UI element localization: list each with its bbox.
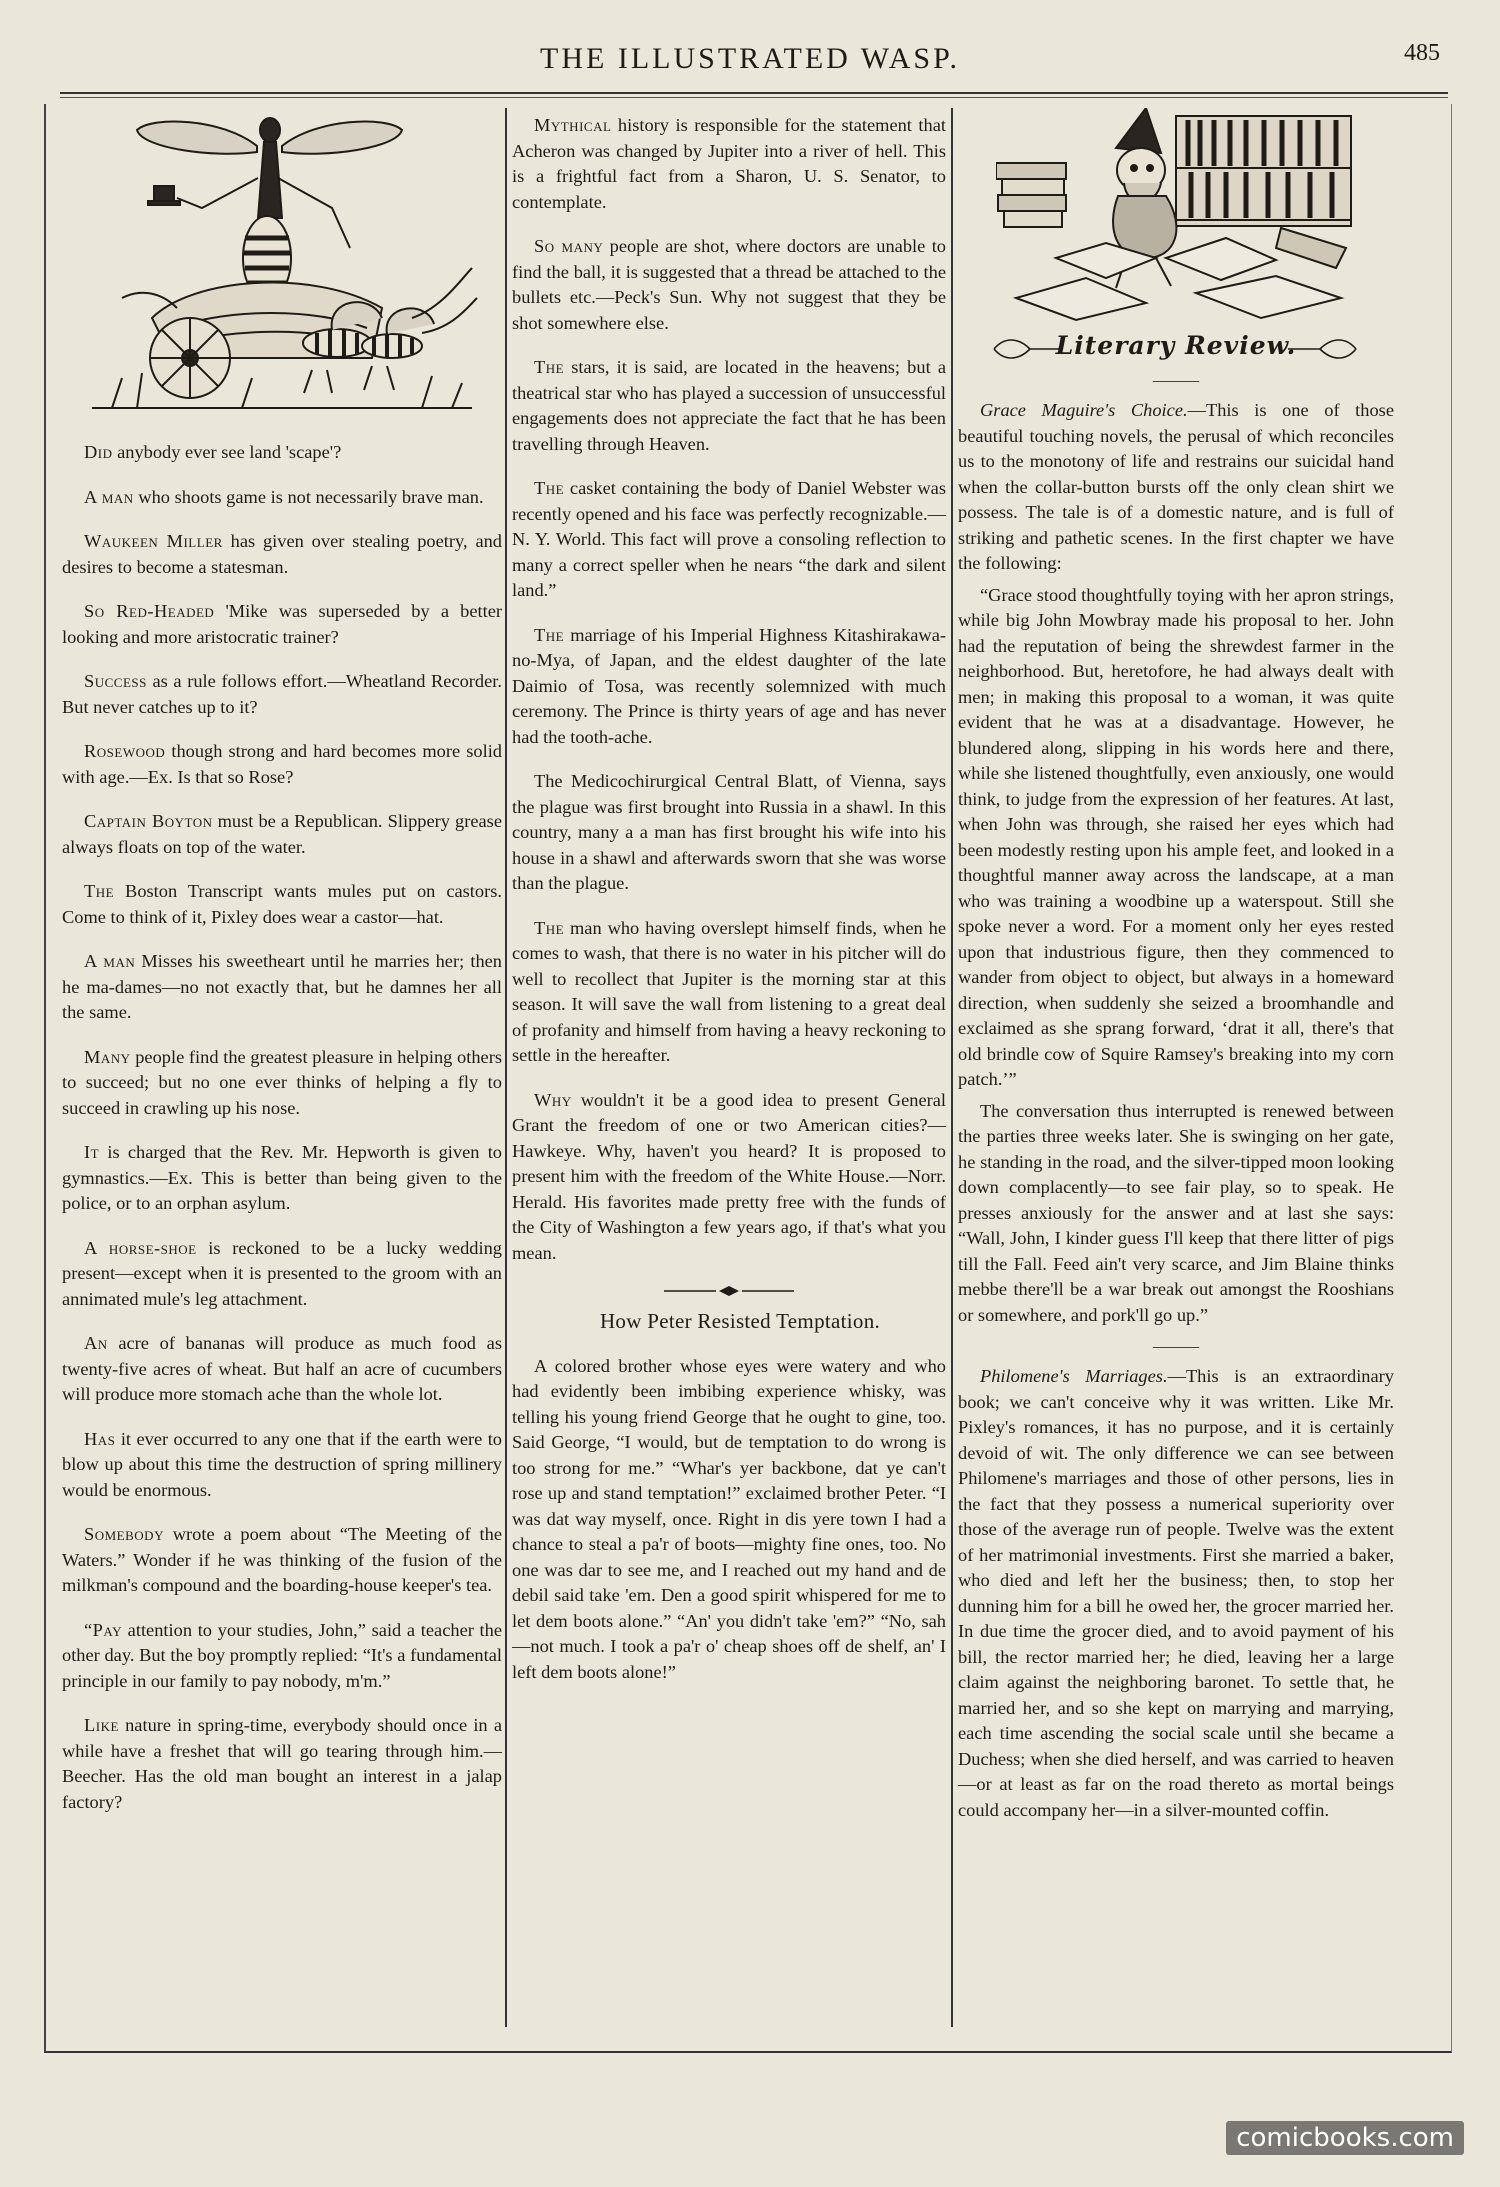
review-grace-quote: “Grace stood thoughtfully toying with her apron strings, while big John Mowbray made his proposal to her. John had the reputation of being the shrewdest farmer in the neighborhood. But, heretofore, he had always dealt with men; in making this proposal to a woman, it was quite evident that he was at a disadvantage. However, he blundered along, slipping in his words here and there, while she listened thoughtfully, even anxiously, one would think, to judge from the expression of her features. At last, when John was through, she raised her eyes which had been modestly resting upon his ample feet, and looked in a thoughtful manner away across the landscape, at a man who was training a woodbine up a waterspout. Still she spoke never a word. For a moment only her eyes rested upon that industrious figure, then they commenced to wander from object to object, but always in a homeward direction, when suddenly she seized a broomhandle and exclaimed as she sprang forward, ‘drat it all, there's that old brindle cow of Squire Ramsey's breaking into my corn patch.’” [958, 584, 1394, 1089]
review-philomene: Philomene's Marriages.—This is an extraordinary book; we can't conceive why it was written. Like Mr. Pixley's romances, it has no purpose, and it is certainly devoid of wit. The only difference we can see between Philomene's marriages and those of other persons, lies in the fact that they possess a numerical superiority over those of the average run of people. Twelve was the extent of her matrimonial investments. First she married a baker, who died and left her the business; then, to stop her dunning him for a bill he owed her, the grocer married her. In due time the grocer died, and to avoid payment of his bill, the rector married her; he died, leaving her a large claim against the neighboring baronet. To settle that, he married her, and so she kept on marrying and marrying, each time ascending the social scale until she became a Duchess; when she died herself, and was carried to heaven—or at least as far on the road thereto as mortal beings could accompany her—in a silver-mounted coffin. [958, 1366, 1394, 1820]
paragraph: Success as a rule follows effort.—Wheatland Recorder. But never catches up to it? [62, 671, 502, 717]
paragraph: So many people are shot, where doctors are unable to find the ball, it is suggested that a thread be attached to the bullets etc.—Peck's Sun. Why not suggest that they be shot somewhere else. [512, 236, 946, 333]
review-grace-after: The conversation thus interrupted is renewed between the parties three weeks later. She is swinging on her gate, he standing in the road, and the silver-tipped moon looking down complacently—to see fair play, so to speak. He presses anxiously for the answer and at last she says: “Wall, John, I kinder guess I'll keep that there litter of pigs till the Fall. Feed ain't very scarce, and Jim Blaine thinks mebbe there'll be a war break out amongst the Rooshians or somewhere, and pork'll go up.” [958, 1100, 1394, 1325]
short-rule [1153, 381, 1199, 382]
paragraph: Mythical history is responsible for the statement that Acheron was changed by Jupiter into a river of hell. This is a frightful fact from a Sharon, U. S. Senator, to contemplate. [512, 115, 946, 212]
paragraph: An acre of bananas will produce as much food as twenty-five acres of wheat. But half an acre of cucumbers will produce more stomach ache than the whole lot. [62, 1333, 502, 1404]
literary-review-heading [958, 327, 1394, 371]
header-rule [60, 92, 1448, 94]
paragraph: Like nature in spring-time, everybody should once in a while have a freshet that will go tearing through him.—Beecher. Has the old man bought an interest in a jalap factory? [62, 1715, 502, 1812]
paragraph: A man who shoots game is not necessarily brave man. [84, 486, 484, 507]
paragraph: It is charged that the Rev. Mr. Hepworth is given to gymnastics.—Ex. This is better than being given to the police, or to an orphan asylum. [62, 1142, 502, 1213]
paragraph: “Pay attention to your studies, John,” said a teacher the other day. But the boy promptly replied: “It's a fundamental principle in our family to pay nobody, m'm.” [62, 1619, 502, 1691]
paragraph: A man Misses his sweetheart until he marries her; then he ma-dames—no not exactly that, but he damnes her all the same. [62, 951, 502, 1022]
page-header [60, 34, 1440, 84]
column-1 [62, 108, 502, 2027]
paragraph: Somebody wrote a poem about “The Meeting of the Waters.” Wonder if he was thinking of the fusion of the milkman's compound and the boarding-house keeper's tea. [62, 1524, 502, 1595]
paragraph: Waukeen Miller has given over stealing poetry, and desires to become a statesman. [62, 531, 502, 577]
paragraph: Has it ever occurred to any one that if the earth were to blow up about this time the destruction of spring millinery would be enormous. [62, 1428, 502, 1500]
paragraph: Many people find the greatest pleasure in helping others to succeed; but no one ever thinks of helping a fly to succeed in crawling up his nose. [62, 1046, 502, 1118]
gnome-reading-illustration [996, 108, 1356, 323]
story-title: How Peter Resisted Temptation. [599, 1309, 881, 1333]
site-watermark: comicbooks.com [1226, 2121, 1464, 2155]
paragraph: The Boston Transcript wants mules put on castors. Come to think of it, Pixley does wear a castor—hat. [62, 881, 502, 927]
literary-review-title: Literary Review. [1055, 331, 1297, 360]
wasp-chariot-illustration [82, 108, 482, 426]
paragraph: The casket containing the body of Daniel Webster was recently opened and his face was perfectly recognizable.—N. Y. World. This fact will prove a consoling reflection to many a correct speller when he nears “the dark and silent land.” [512, 478, 946, 600]
ornamental-separator [664, 1285, 794, 1297]
paragraph: Rosewood though strong and hard becomes more solid with age.—Ex. Is that so Rose? [62, 741, 502, 787]
column-3 [958, 108, 1394, 2027]
paragraph: Captain Boyton must be a Republican. Slippery grease always floats on top of the water. [62, 811, 502, 857]
column-2 [512, 108, 946, 2027]
paragraph: The man who having overslept himself finds, when he comes to wash, that there is no water in his pitcher will do well to recollect that Jupiter is the morning star at this season. It will save the wall from listening to a great deal of profanity and himself from having a heavy reckoning to settle in the hereafter. [512, 917, 946, 1065]
paragraph: A horse-shoe is reckoned to be a lucky wedding present—except when it is presented to the groom with an annimated mule's leg attachment. [62, 1237, 502, 1309]
column-divider-1 [505, 108, 507, 2027]
short-rule-2 [1153, 1347, 1199, 1348]
paragraph: The Medicochirurgical Central Blatt, of Vienna, says the plague was first brought into Russia in a shawl. In this country, many a a man has first brought his wife into his house in a shawl and afterwards sworn that she was worse than the plague. [512, 771, 946, 893]
header-rule-thin [60, 97, 1448, 98]
paragraph: Why wouldn't it be a good idea to present General Grant the freedom of one or two American cities?—Hawkeye. Why, haven't you heard? It is proposed to present him with the freedom of the White House.—Norr. Herald. His favorites made pretty free with the funds of the City of Washington a few years ago, if that's what you mean. [512, 1089, 946, 1263]
review-grace-intro: Grace Maguire's Choice.—This is one of those beautiful touching novels, the perusal of which reconciles us to the monotony of life and restrains our suicidal hand when the collar-button bursts off the only clean shirt we possess. The tale is of a domestic nature, and is full of striking and pathetic scenes. In the first chapter we have the following: [958, 400, 1394, 573]
paragraph: The stars, it is said, are located in the heavens; but a theatrical star who has played a succession of unsuccessful engagements does not appreciate the fact that he has been travelling through Heaven. [512, 357, 946, 454]
paragraph: So Red-Headed 'Mike was superseded by a better looking and more aristocratic trainer? [62, 601, 502, 647]
masthead-title: THE ILLUSTRATED WASP. [540, 42, 960, 75]
story-body: A colored brother whose eyes were watery and who had evidently been imbibing experience whisky, was telling his young friend George that he ought to gine, too. Said George, “I would, but de temptation to do wrong is too strong for me.” “Whar's yer backbone, dat ye can't rose up and stand temptation!” exclaimed brother Peter. “I was dat way myself, once. Right in dis yere town I had a chance to steal a pa'r of boots—mighty fine ones, too. No one was dar to see me, and I reached out my hand and de debil said take 'em. Den a good spirit whispered for me to let dem boots alone.” “An' you didn't take 'em?” “No, sah—not much. I took a pa'r o' cheap shoes off de shelf, an' I left dem boots alone!” [512, 1355, 946, 1682]
page-number: 485 [1404, 40, 1440, 66]
column-divider-2 [951, 108, 953, 2027]
paragraph: The marriage of his Imperial Highness Kitashirakawa-no-Mya, of Japan, and the eldest daughter of the late Daimio of Tosa, was recently solemnized with much ceremony. The Prince is thirty years of age and has never had the tooth-ache. [512, 624, 946, 747]
paragraph: Did anybody ever see land 'scape'? [84, 442, 342, 462]
